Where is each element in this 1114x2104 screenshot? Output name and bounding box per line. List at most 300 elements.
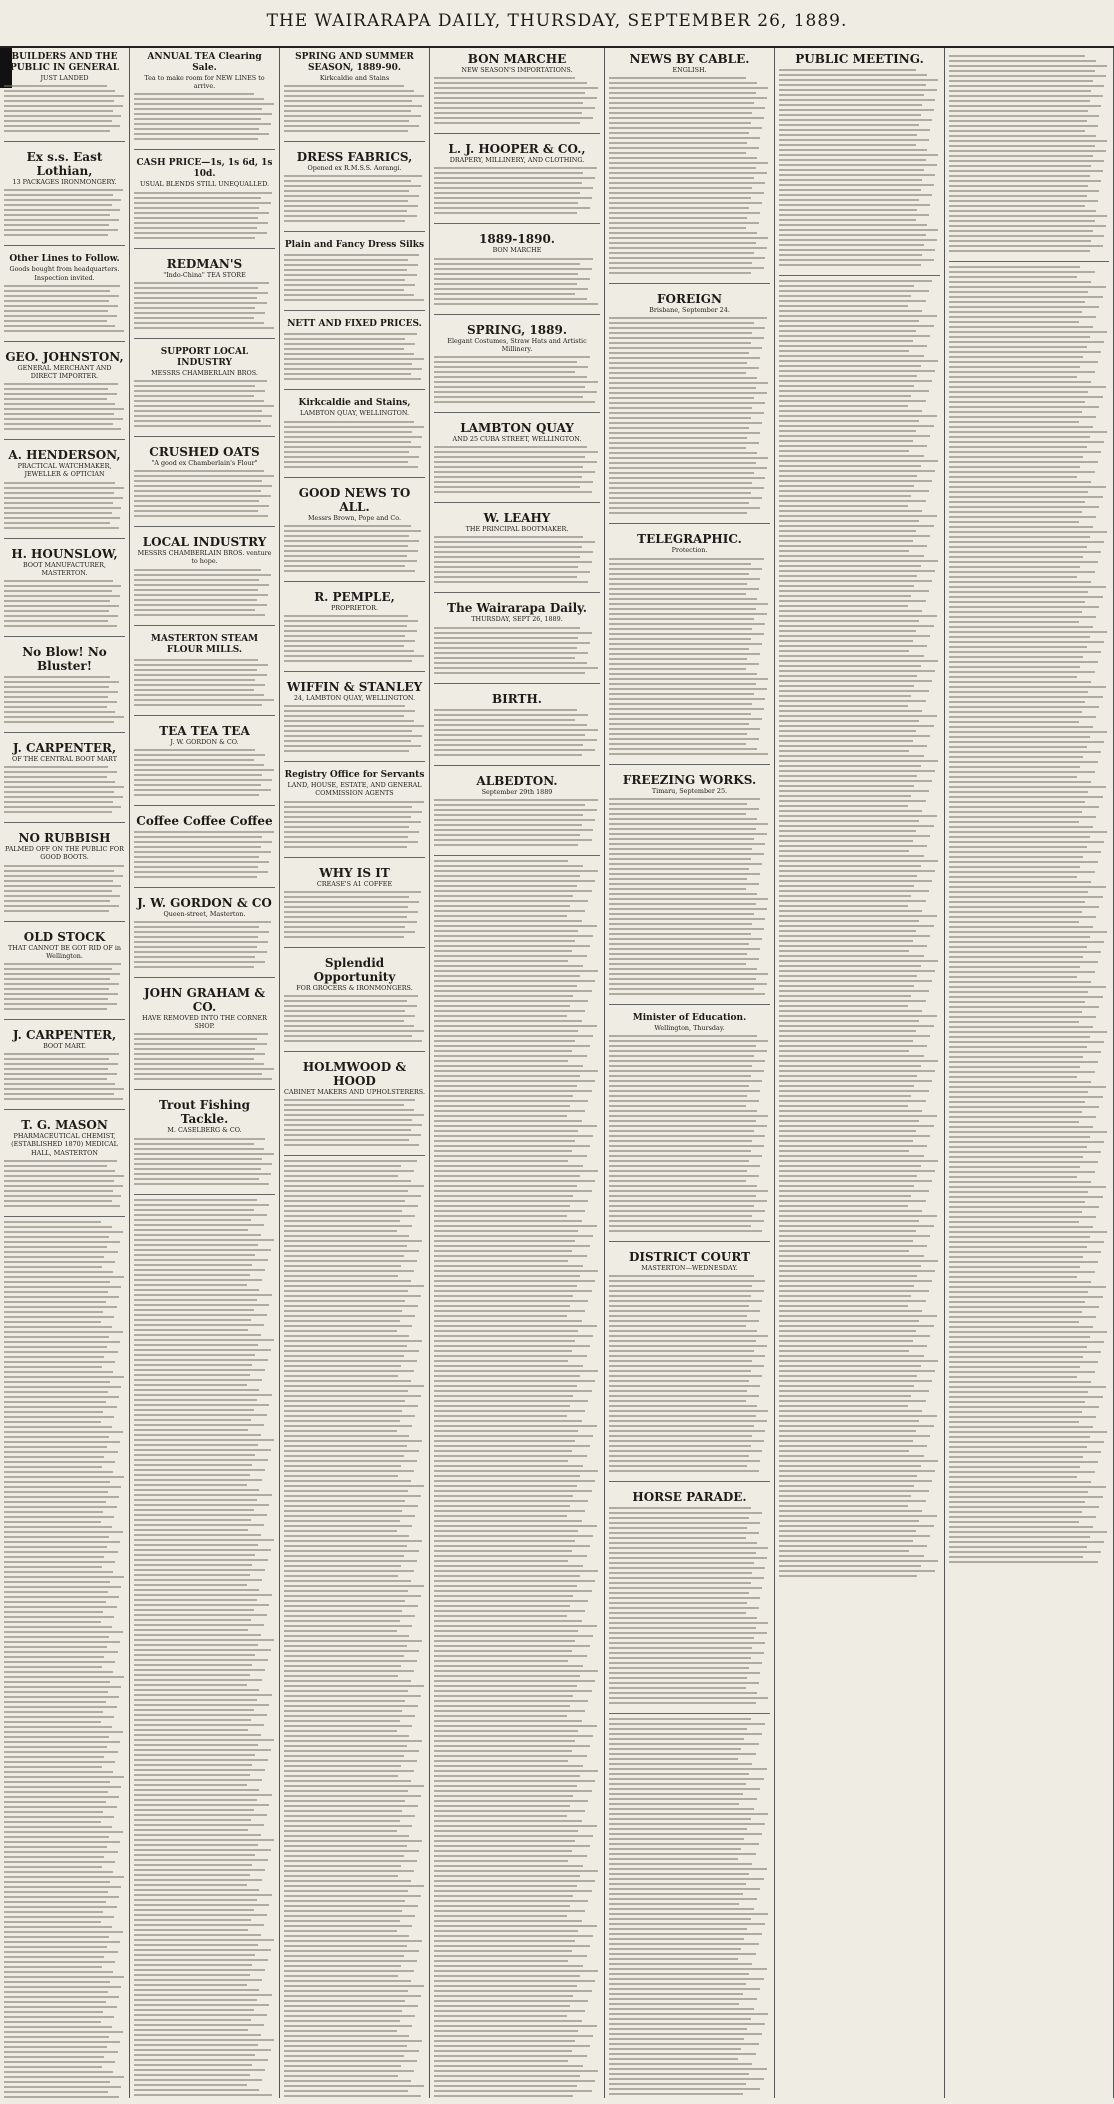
text-line: [779, 805, 908, 807]
block-subheading: J. W. GORDON & CO.: [170, 737, 239, 746]
text-line: [284, 1985, 424, 1987]
text-line: [609, 1657, 751, 1659]
text-line: [609, 873, 760, 875]
block-heading: LAMBTON QUAY: [460, 421, 574, 436]
text-line: [779, 1545, 927, 1547]
text-line: [4, 517, 120, 519]
text-line: [284, 1880, 411, 1882]
text-line: [134, 287, 258, 289]
text-line: [434, 915, 567, 917]
text-line: [609, 603, 768, 605]
text-line: [134, 1769, 265, 1771]
column-block: [609, 769, 770, 1005]
text-line: [134, 197, 261, 199]
text-line: [949, 1256, 1083, 1258]
text-line: [284, 1650, 419, 1652]
text-line: [4, 1951, 118, 1953]
text-line: [949, 1501, 1085, 1503]
text-line: [134, 694, 264, 696]
text-line: [284, 921, 417, 923]
text-line: [609, 462, 756, 464]
text-line: [4, 487, 124, 489]
text-line: [609, 583, 747, 585]
text-line: [4, 875, 123, 877]
text-line: [4, 1866, 102, 1868]
text-line: [609, 1552, 756, 1554]
text-line: [779, 915, 937, 917]
text-line: [134, 956, 255, 958]
text-line: [949, 781, 1091, 783]
text-line: [779, 815, 937, 817]
text-line: [134, 312, 265, 314]
text-line: [4, 1651, 118, 1653]
text-line: [609, 848, 752, 850]
text-line: [434, 709, 577, 711]
text-line: [134, 1564, 252, 1566]
text-line: [434, 1170, 598, 1172]
text-line: [284, 1210, 402, 1212]
text-line: [4, 2011, 103, 2013]
text-line: [779, 465, 921, 467]
text-line: [949, 841, 1104, 843]
text-line: [949, 976, 1077, 978]
text-line: [779, 450, 909, 452]
text-line: [4, 776, 107, 778]
text-line: [134, 133, 269, 135]
text-line: [609, 1697, 768, 1699]
text-line: [779, 1085, 914, 1087]
text-line: [134, 936, 258, 938]
text-line: [779, 595, 911, 597]
text-line: [4, 1831, 123, 1833]
text-line: [4, 1676, 124, 1678]
text-line: [134, 470, 264, 472]
column-block: [134, 253, 275, 339]
text-line: [779, 1540, 913, 1542]
text-line: [284, 1775, 398, 1777]
text-line: [284, 338, 405, 340]
text-line: [4, 1731, 123, 1733]
text-line: [4, 1296, 119, 1298]
text-line: [779, 1270, 935, 1272]
body-text-lines: [4, 85, 125, 132]
text-line: [609, 808, 759, 810]
text-line: [284, 1480, 411, 1482]
text-line: [434, 1350, 572, 1352]
text-line: [609, 327, 765, 329]
text-line: [134, 505, 269, 507]
text-line: [949, 391, 1088, 393]
text-line: [4, 1276, 124, 1278]
text-line: [434, 1270, 598, 1272]
text-line: [949, 471, 1095, 473]
text-line: [434, 556, 580, 558]
text-line: [434, 1000, 588, 1002]
text-line: [434, 1080, 595, 1082]
text-line: [609, 1075, 751, 1077]
text-line: [949, 341, 1104, 343]
text-line: [779, 865, 921, 867]
text-line: [949, 1551, 1101, 1553]
text-line: [779, 795, 911, 797]
text-line: [4, 214, 110, 216]
text-line: [609, 733, 747, 735]
text-line: [609, 698, 765, 700]
text-line: [609, 272, 751, 274]
text-line: [284, 1260, 417, 1262]
text-line: [4, 1391, 108, 1393]
text-line: [434, 1635, 593, 1637]
text-line: [434, 1190, 592, 1192]
column-block: [609, 48, 770, 284]
text-line: [949, 796, 1103, 798]
text-line: [609, 1878, 764, 1880]
text-line: [949, 1481, 1091, 1483]
block-subheading: CABINET MAKERS AND UPHOLSTERERS.: [284, 1088, 425, 1097]
text-line: [949, 861, 1098, 863]
text-line: [4, 610, 109, 612]
block-heading: SPRING, 1889.: [467, 322, 567, 337]
text-line: [779, 174, 935, 176]
text-line: [284, 1730, 397, 1732]
text-line: [284, 801, 424, 803]
text-line: [949, 150, 1106, 152]
text-line: [609, 1637, 754, 1639]
text-line: [434, 2070, 598, 2072]
text-line: [609, 1798, 757, 1800]
text-line: [134, 1349, 271, 1351]
text-line: [4, 1766, 102, 1768]
text-line: [609, 267, 764, 269]
text-line: [949, 816, 1096, 818]
text-line: [949, 386, 1106, 388]
text-line: [134, 232, 267, 234]
text-line: [779, 870, 935, 872]
text-line: [434, 1705, 570, 1707]
text-line: [284, 1890, 408, 1892]
text-line: [284, 1335, 409, 1337]
text-line: [134, 2074, 250, 2076]
text-line: [609, 1572, 752, 1574]
text-line: [134, 1759, 268, 1761]
text-line: [134, 2069, 265, 2071]
column-block: [284, 676, 425, 762]
text-line: [284, 821, 421, 823]
text-line: [134, 1969, 265, 1971]
text-line: [434, 2040, 575, 2042]
text-line: [284, 1805, 418, 1807]
text-line: [779, 290, 929, 292]
text-line: [949, 926, 1093, 928]
text-line: [609, 1692, 757, 1694]
text-line: [609, 1763, 752, 1765]
text-line: [284, 299, 424, 301]
text-line: [4, 1441, 120, 1443]
text-line: [609, 1300, 762, 1302]
text-line: [134, 689, 254, 691]
text-line: [609, 1200, 767, 1202]
body-text-lines: [284, 421, 425, 468]
block-heading: CRUSHED OATS: [149, 445, 260, 460]
text-line: [4, 310, 108, 312]
text-line: [284, 1550, 419, 1552]
text-line: [949, 1076, 1077, 1078]
text-line: [949, 1316, 1096, 1318]
text-line: [434, 1180, 595, 1182]
text-line: [949, 1041, 1104, 1043]
text-line: [284, 210, 407, 212]
text-line: [779, 1450, 909, 1452]
text-line: [284, 1465, 401, 1467]
text-line: [434, 819, 595, 821]
block-heading: NO RUBBISH: [18, 831, 111, 846]
text-line: [779, 1040, 913, 1042]
text-line: [779, 1250, 909, 1252]
text-line: [949, 1436, 1090, 1438]
text-line: [134, 222, 268, 224]
text-line: [134, 1384, 247, 1386]
text-line: [284, 373, 411, 375]
body-text-lines: [609, 1275, 770, 1472]
text-line: [434, 1280, 595, 1282]
text-line: [4, 2031, 123, 2033]
text-line: [609, 1963, 752, 1965]
text-line: [134, 789, 271, 791]
text-line: [4, 1551, 118, 1553]
column-block: [284, 482, 425, 582]
text-line: [4, 1376, 124, 1378]
text-line: [134, 1964, 252, 1966]
text-line: [134, 1729, 248, 1731]
text-line: [949, 736, 1090, 738]
text-line: [284, 1340, 422, 1342]
text-line: [134, 1934, 261, 1936]
text-line: [779, 965, 921, 967]
text-line: [434, 303, 598, 305]
text-line: [434, 1890, 592, 1892]
text-line: [949, 1526, 1093, 1528]
text-line: [434, 1580, 595, 1582]
text-line: [949, 250, 1090, 252]
text-line: [434, 1660, 568, 1662]
text-line: [949, 1121, 1079, 1123]
block-subheading: Wellington, Thursday.: [654, 1023, 725, 1032]
text-line: [949, 936, 1090, 938]
text-line: [134, 1954, 255, 1956]
text-line: [134, 1914, 267, 1916]
text-line: [4, 1221, 101, 1223]
text-line: [284, 1165, 401, 1167]
text-line: [609, 663, 759, 665]
text-line: [134, 569, 261, 571]
text-line: [779, 1415, 937, 1417]
text-line: [949, 1081, 1091, 1083]
text-line: [4, 1231, 123, 1233]
column-block: [134, 343, 275, 437]
text-line: [284, 2080, 411, 2082]
text-line: [609, 142, 747, 144]
text-line: [434, 1975, 580, 1977]
text-line: [134, 108, 262, 110]
text-line: [609, 1440, 764, 1442]
text-line: [134, 202, 271, 204]
column-block: [434, 597, 600, 683]
text-line: [434, 1200, 588, 1202]
text-line: [949, 631, 1107, 633]
text-line: [284, 1030, 424, 1032]
text-line: [4, 1356, 104, 1358]
text-line: [434, 1700, 588, 1702]
text-line: [434, 1315, 567, 1317]
text-line: [134, 659, 258, 661]
text-line: [779, 1495, 911, 1497]
text-line: [434, 955, 587, 957]
text-line: [434, 1955, 587, 1957]
text-line: [134, 699, 274, 701]
text-line: [779, 790, 929, 792]
text-line: [949, 180, 1101, 182]
text-line: [609, 798, 760, 800]
text-line: [4, 1811, 103, 1813]
text-line: [134, 589, 258, 591]
text-line: [434, 1095, 573, 1097]
text-line: [284, 906, 408, 908]
text-line: [779, 219, 916, 221]
text-line: [609, 1672, 760, 1674]
text-line: [284, 735, 422, 737]
text-line: [779, 430, 916, 432]
text-line: [4, 791, 114, 793]
text-line: [434, 112, 582, 114]
text-line: [779, 1560, 938, 1562]
block-subheading: JUST LANDED: [40, 74, 89, 82]
text-line: [4, 1185, 123, 1187]
text-line: [609, 1808, 754, 1810]
text-line: [609, 1470, 759, 1472]
text-line: [949, 761, 1098, 763]
text-line: [4, 771, 117, 773]
text-line: [4, 1291, 108, 1293]
text-line: [609, 1055, 754, 1057]
text-line: [4, 1195, 121, 1197]
text-line: [949, 641, 1104, 643]
text-line: [609, 1783, 746, 1785]
text-line: [284, 2015, 415, 2017]
text-line: [779, 650, 909, 652]
text-line: [134, 1304, 269, 1306]
text-line: [134, 2044, 258, 2046]
text-line: [284, 1600, 405, 1602]
text-line: [949, 205, 1085, 207]
text-line: [779, 1025, 934, 1027]
text-line: [4, 1931, 123, 1933]
text-line: [949, 911, 1082, 913]
text-line: [949, 361, 1098, 363]
text-line: [434, 1480, 595, 1482]
text-line: [434, 197, 592, 199]
text-line: [134, 1764, 252, 1766]
text-line: [434, 1320, 582, 1322]
text-line: [134, 1589, 259, 1591]
text-line: [4, 1165, 107, 1167]
text-line: [134, 1789, 259, 1791]
text-line: [949, 1261, 1098, 1263]
text-line: [284, 1190, 408, 1192]
text-line: [779, 1230, 916, 1232]
text-line: [949, 746, 1087, 748]
text-line: [434, 990, 592, 992]
text-line: [779, 415, 937, 417]
block-heading: T. G. MASON: [21, 1118, 108, 1133]
text-line: [134, 1534, 261, 1536]
text-line: [284, 1610, 402, 1612]
text-line: [284, 95, 424, 97]
text-line: [134, 1279, 262, 1281]
text-line: [434, 1215, 567, 1217]
text-line: [609, 593, 746, 595]
text-line: [609, 1557, 767, 1559]
text-line: [134, 410, 262, 412]
text-line: [4, 522, 110, 524]
text-line: [134, 1048, 255, 1050]
block-heading: ALBEDTON.: [476, 773, 558, 788]
text-line: [434, 960, 568, 962]
text-line: [949, 276, 1077, 278]
text-line: [434, 1050, 572, 1052]
column-block: [609, 528, 770, 764]
text-line: [4, 1986, 121, 1988]
column-block: [434, 138, 600, 224]
text-line: [434, 1675, 580, 1677]
text-line: [779, 360, 938, 362]
block-subheading: M. CASELBERG & CO.: [167, 1126, 242, 1135]
block-subheading: HAVE REMOVED INTO THE CORNER SHOP.: [142, 1014, 267, 1031]
body-text-lines: [949, 266, 1109, 1563]
block-heading: FREEZING WORKS.: [622, 772, 757, 787]
text-line: [134, 1284, 247, 1286]
text-line: [134, 1038, 257, 1040]
text-line: [134, 926, 259, 928]
text-line: [434, 829, 593, 831]
text-line: [949, 1111, 1082, 1113]
text-line: [134, 1514, 267, 1516]
text-line: [4, 766, 108, 768]
text-line: [949, 831, 1107, 833]
text-line: [4, 1266, 102, 1268]
text-line: [779, 995, 911, 997]
text-line: [4, 801, 113, 803]
block-heading: W. LEAHY: [483, 511, 551, 526]
text-line: [779, 720, 919, 722]
text-line: [284, 446, 421, 448]
text-line: [284, 1690, 408, 1692]
text-line: [284, 535, 409, 537]
text-line: [779, 129, 930, 131]
text-line: [134, 1899, 257, 1901]
text-line: [134, 1644, 258, 1646]
text-line: [949, 1426, 1093, 1428]
text-line: [609, 1045, 756, 1047]
text-line: [4, 1466, 102, 1468]
text-line: [779, 945, 927, 947]
text-line: [284, 426, 424, 428]
text-line: [434, 1690, 592, 1692]
text-line: [4, 1073, 117, 1075]
text-line: [609, 1788, 760, 1790]
text-line: [779, 1150, 909, 1152]
text-line: [609, 1507, 751, 1509]
block-subheading: MESSRS CHAMBERLAIN BROS.: [151, 368, 258, 377]
